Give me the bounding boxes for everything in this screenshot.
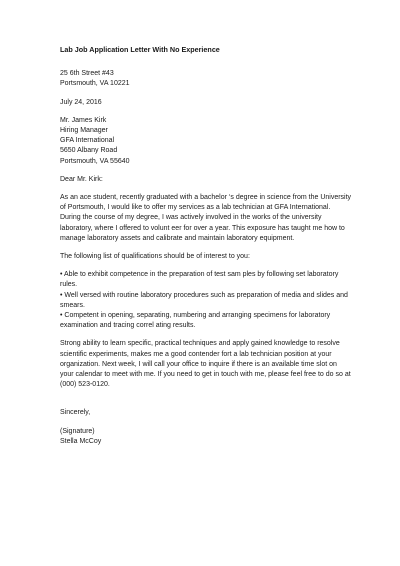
paragraph-line: (000) 523-0120. <box>60 381 110 389</box>
body-paragraph-1 <box>60 193 350 244</box>
signer-name: Stella McCoy <box>60 437 102 445</box>
body-paragraph-2 <box>60 339 350 390</box>
list-item-line: • Well versed with routine laboratory procedures such as preparation of media and slides and <box>60 291 348 299</box>
letter-title: Lab Job Application Letter With No Experience <box>60 45 220 54</box>
paragraph-line: scientific experiments, makes me a good contender fort a lab technician position at your <box>60 350 332 358</box>
spacer <box>60 398 350 408</box>
list-item-line: examination and tracing correl ating results. <box>60 322 196 330</box>
list-item <box>60 270 350 290</box>
recipient-name: Mr. James Kirk <box>60 116 107 124</box>
paragraph-line: During the course of my degree, I was actively involved in the works of the university <box>60 214 322 222</box>
letter-date: July 24, 2016 <box>60 98 102 106</box>
closing: Sincerely, <box>60 409 91 417</box>
paragraph-line: manage laboratory assets and calibrate and maintain laboratory equipment. <box>60 234 295 242</box>
qualifications-list <box>60 270 350 331</box>
qualifications-intro: The following list of qualifications should be of interest to you: <box>60 253 250 261</box>
recipient-address <box>60 116 350 167</box>
recipient-street: 5650 Albany Road <box>60 147 118 155</box>
paragraph-line: your calendar to meet with me. If you need to get in touch with me, please feel free to do so at <box>60 371 351 379</box>
signature-placeholder: (Signature) <box>60 427 95 435</box>
list-item-line: rules. <box>60 281 78 289</box>
paragraph-line: As an ace student, recently graduated with a bachelor ‘s degree in science from the University <box>60 194 352 202</box>
paragraph-line: organization. Next week, I will call your office to inquire if there is an available time slot on <box>60 360 337 368</box>
list-item-line: smears. <box>60 301 85 309</box>
salutation: Dear Mr. Kirk: <box>60 175 103 183</box>
paragraph-line: of Portsmouth, I would like to offer my services as a lab technician at GFA International. <box>60 204 331 212</box>
list-item-line: • Able to exhibit competence in the preparation of test sam ples by following set laboratory <box>60 271 339 279</box>
sender-city: Portsmouth, VA 10221 <box>60 80 130 88</box>
sender-street: 25 6th Street #43 <box>60 70 114 78</box>
signature-block <box>60 427 350 447</box>
paragraph-line: Strong ability to learn specific, practical techniques and apply gained knowledge to resolve <box>60 340 340 348</box>
list-item <box>60 291 350 311</box>
sender-address <box>60 69 350 89</box>
recipient-title: Hiring Manager <box>60 127 108 135</box>
list-item <box>60 311 350 331</box>
letter-page <box>60 45 350 447</box>
list-item-line: • Competent in opening, separating, numbering and arranging specimens for laboratory <box>60 312 331 320</box>
paragraph-line: laboratory, where I offered to volunt eer for over a year. This exposure has taught me how to <box>60 224 345 232</box>
recipient-city: Portsmouth, VA 55640 <box>60 157 130 165</box>
recipient-company: GFA International <box>60 137 115 145</box>
